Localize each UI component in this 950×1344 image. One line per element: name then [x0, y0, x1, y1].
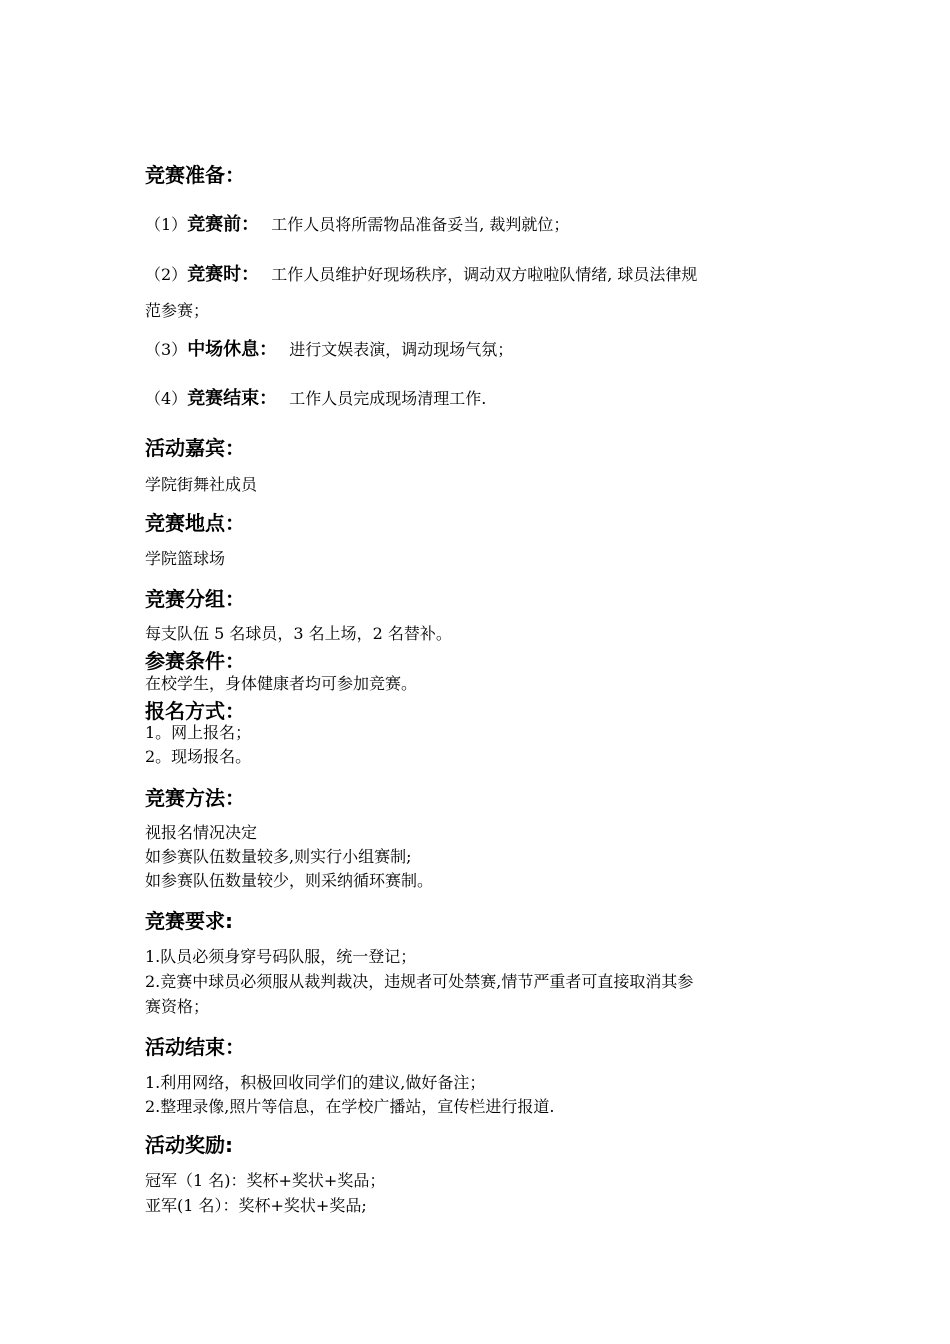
venue-line-1: 学院篮球场: [145, 549, 226, 568]
section-title-grouping: 竞赛分组：: [145, 587, 245, 611]
prep-item-1-text: 工作人员将所需物品准备妥当, 裁判就位；: [271, 215, 570, 234]
requirements-line-1: 1.队员必须身穿号码队服，统一登记；: [145, 947, 417, 966]
prep-item-4-text: 工作人员完成现场清理工作.: [289, 389, 487, 408]
prep-item-1-label: 竞赛前：: [187, 214, 260, 235]
registration-line-1: 1。网上报名；: [145, 723, 252, 742]
awards-line-1: 冠军（1 名)：奖杯+奖状+奖品；: [145, 1171, 386, 1190]
section-title-awards: 活动奖励:: [145, 1133, 233, 1157]
prep-item-1-num: （1）: [145, 215, 188, 234]
section-title-prep: 竞赛准备：: [145, 163, 245, 187]
section-title-closing: 活动结束：: [145, 1035, 245, 1059]
method-line-3: 如参赛队伍数量较少，则采纳循环赛制。: [145, 871, 434, 890]
registration-line-2: 2。现场报名。: [145, 747, 252, 766]
method-line-1: 视报名情况决定: [145, 823, 258, 842]
eligibility-line-1: 在校学生，身体健康者均可参加竞赛。: [145, 674, 418, 693]
closing-line-1: 1.利用网络，积极回收同学们的建议,做好备注；: [145, 1073, 486, 1092]
prep-item-2-continued: 范参赛；: [145, 301, 210, 320]
prep-item-2: [145, 264, 697, 286]
prep-item-2-num: （2）: [145, 265, 188, 284]
method-line-2: 如参赛队伍数量较多,则实行小组赛制;: [145, 847, 412, 866]
requirements-line-3: 赛资格；: [145, 997, 210, 1016]
prep-item-3-label: 中场休息：: [187, 339, 278, 360]
prep-item-3: [145, 339, 513, 361]
grouping-line-1: 每支队伍 5 名球员，3 名上场，2 名替补。: [145, 624, 452, 643]
prep-item-4-num: （4）: [145, 389, 188, 408]
prep-item-4-label: 竞赛结束：: [187, 388, 278, 409]
prep-item-1: [145, 214, 569, 236]
section-title-registration: 报名方式：: [145, 699, 245, 723]
section-title-guests: 活动嘉宾：: [145, 436, 245, 460]
prep-item-2-label: 竞赛时：: [187, 264, 260, 285]
guests-line-1: 学院街舞社成员: [145, 475, 258, 494]
section-title-method: 竞赛方法：: [145, 786, 245, 810]
section-title-eligibility: 参赛条件：: [145, 649, 245, 673]
section-title-requirements: 竞赛要求:: [145, 909, 233, 933]
section-title-venue: 竞赛地点：: [145, 511, 245, 535]
prep-item-3-num: （3）: [145, 340, 188, 359]
prep-item-3-text: 进行文娱表演，调动现场气氛；: [289, 340, 514, 359]
prep-item-2-text: 工作人员维护好现场秩序，调动双方啦啦队情绪, 球员法律规: [271, 265, 698, 284]
requirements-line-2: 2.竞赛中球员必须服从裁判裁决，违规者可处禁赛,情节严重者可直接取消其参: [145, 972, 694, 991]
prep-item-4: [145, 388, 486, 410]
closing-line-2: 2.整理录像,照片等信息，在学校广播站，宣传栏进行报道.: [145, 1097, 555, 1116]
awards-line-2: 亚军(1 名）：奖杯+奖状+奖品;: [145, 1196, 367, 1215]
